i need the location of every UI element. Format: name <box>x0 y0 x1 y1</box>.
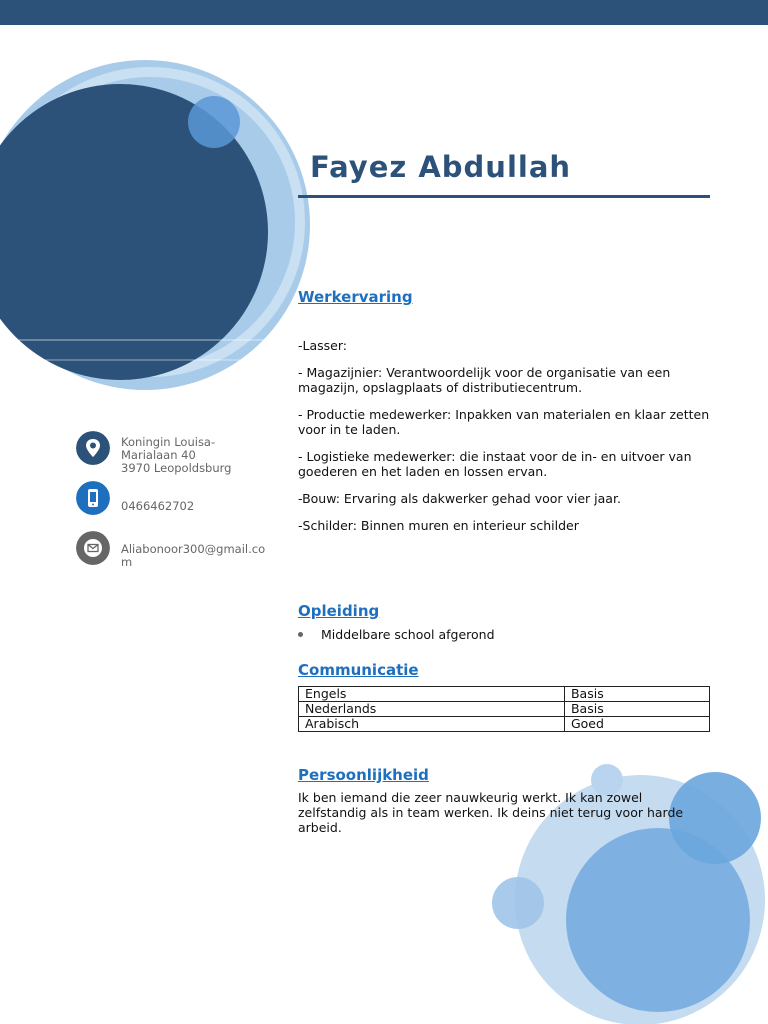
address-line: Koningin Louisa- <box>121 435 216 449</box>
deco-circle-small-top <box>188 96 240 148</box>
language-name: Engels <box>299 687 565 702</box>
language-name: Nederlands <box>299 702 565 717</box>
location-icon <box>76 431 110 465</box>
experience-item: -Lasser: <box>298 338 347 353</box>
table-row <box>299 717 710 732</box>
experience-item: - Magazijnier: Verantwoordelijk voor de organisatie van een magazijn, opslagplaats of distributiecentrum. <box>298 365 671 395</box>
candidate-name: Fayez Abdullah <box>310 150 572 184</box>
table-row <box>299 687 710 702</box>
language-level: Basis <box>564 687 709 702</box>
experience-item: -Schilder: Binnen muren en interieur schilder <box>298 518 579 533</box>
language-table <box>298 686 710 732</box>
address-line: Marialaan 40 <box>121 448 196 462</box>
language-level: Basis <box>564 702 709 717</box>
personality-text: Ik ben iemand die zeer nauwkeurig werkt. Ik kan zowel zelfstandig als in team werken. Ik deins niet terug voor harde arbeid. <box>298 790 684 835</box>
email-icon <box>76 531 110 565</box>
email-line: Aliabonoor300@gmail.co <box>121 542 266 556</box>
work-experience-list <box>298 338 713 545</box>
heading-education: Opleiding <box>298 602 380 620</box>
heading-work-experience: Werkervaring <box>298 288 413 306</box>
phone-number: 0466462702 <box>121 499 195 513</box>
language-level: Goed <box>564 717 709 732</box>
experience-item: -Bouw: Ervaring als dakwerker gehad voor vier jaar. <box>298 491 621 506</box>
email-address[interactable] <box>121 542 266 569</box>
heading-communication: Communicatie <box>298 661 419 679</box>
education-item-text: Middelbare school afgerond <box>321 627 495 642</box>
address <box>121 436 261 475</box>
table-row <box>299 702 710 717</box>
address-line: 3970 Leopoldsburg <box>121 461 232 475</box>
deco-circle-left <box>492 877 544 929</box>
phone-icon <box>76 481 110 515</box>
email-line: m <box>121 555 133 569</box>
experience-item: - Productie medewerker: Inpakken van materialen en klaar zetten voor in te laden. <box>298 407 710 437</box>
experience-item: - Logistieke medewerker: die instaat voor de in- en uitvoer van goederen en het laden en lossen ervan. <box>298 449 692 479</box>
heading-personality: Persoonlijkheid <box>298 766 429 784</box>
language-name: Arabisch <box>299 717 565 732</box>
name-underline <box>298 195 710 198</box>
bullet-icon <box>298 632 303 637</box>
